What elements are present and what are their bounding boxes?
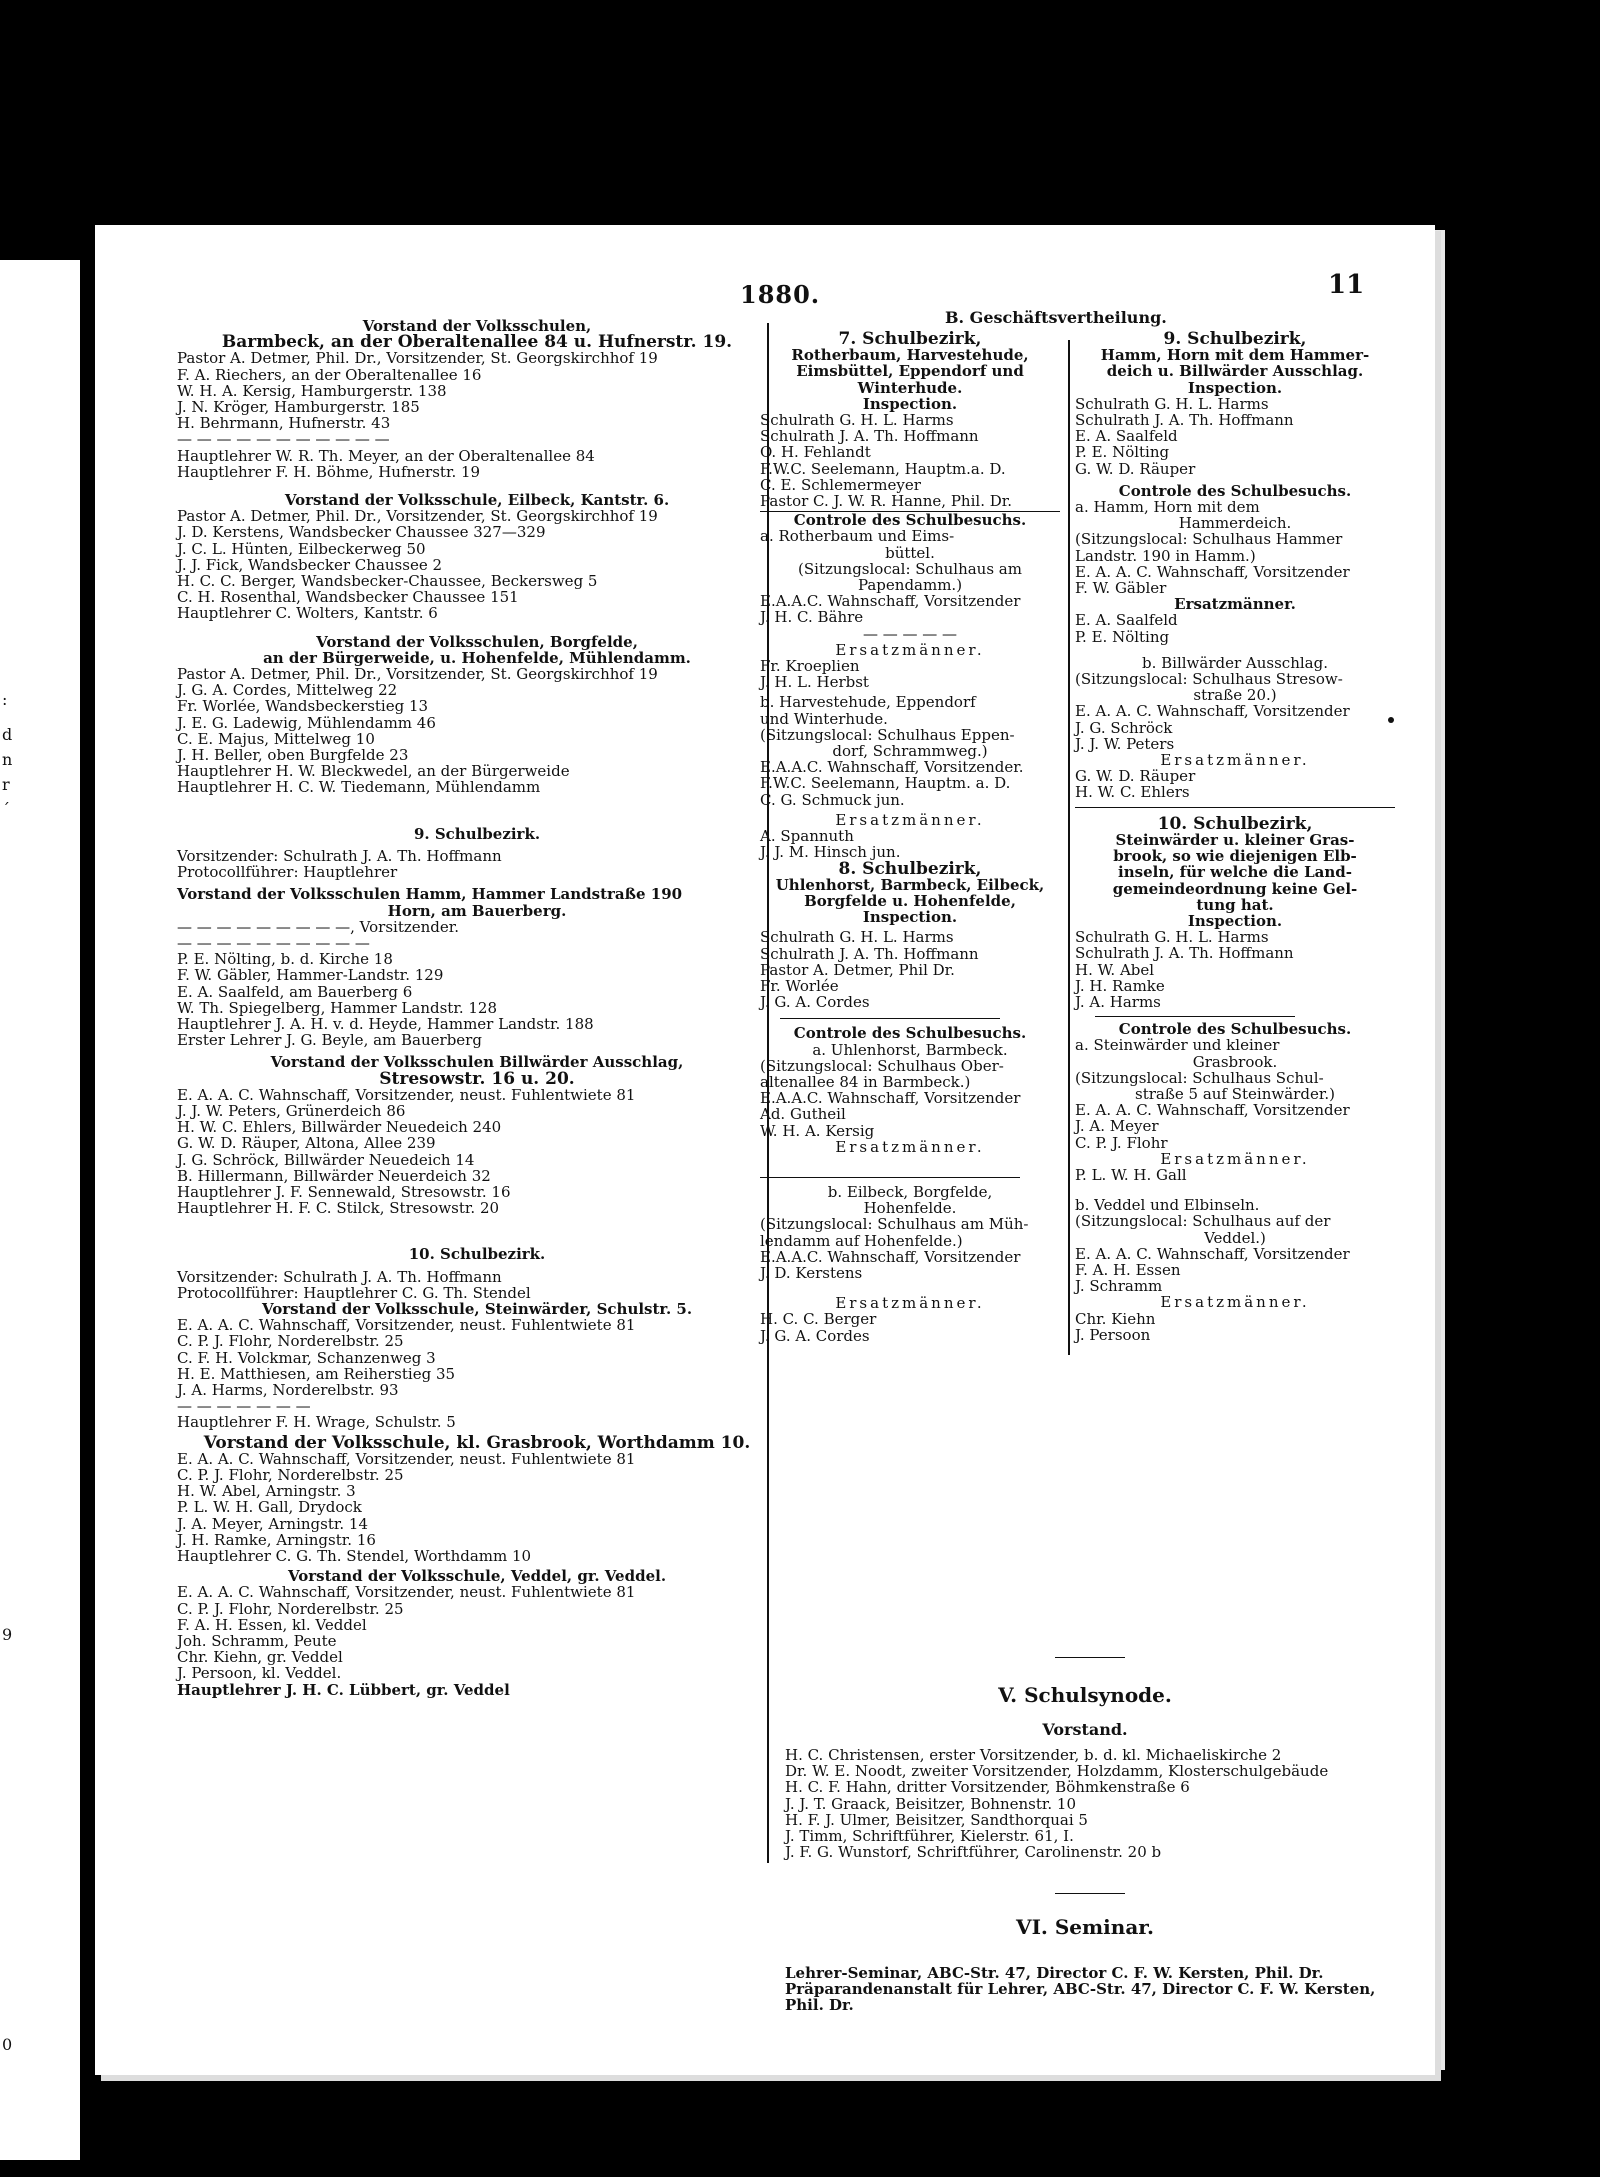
- left-column: [177, 318, 777, 1698]
- dash-line: — — — — — — —: [177, 1397, 311, 1416]
- subarea-title: a. Uhlenhorst, Barmbeck.: [812, 1040, 1008, 1059]
- member-line: J. D. Kerstens, Wandsbecker Chaussee 327—329: [177, 523, 546, 542]
- member-line: Fr. Kroeplien: [760, 657, 860, 676]
- dash-line: — — — — — — — — — — —: [177, 430, 390, 449]
- sitzungslocal: Papendamm.): [857, 576, 963, 595]
- synod-member: J. J. T. Graack, Beisitzer, Bohnenstr. 10: [785, 1794, 1077, 1813]
- member-line: J. J. W. Peters: [1075, 734, 1175, 753]
- subarea-title: Grasbrook.: [1192, 1052, 1278, 1071]
- facing-page-fragment: r: [2, 775, 10, 794]
- member-line: Chr. Kiehn, gr. Veddel: [177, 1648, 343, 1667]
- member-line: J. Schramm: [1075, 1277, 1163, 1296]
- member-line: F.W.C. Seelemann, Hauptm.a. D.: [760, 459, 1006, 478]
- sitzungslocal: Landstr. 190 in Hamm.): [1075, 546, 1256, 565]
- member-line: Schulrath J. A. Th. Hoffmann: [760, 427, 979, 446]
- chair-line: Vorsitzender: Schulrath J. A. Th. Hoffmann: [177, 1267, 502, 1286]
- sitzungslocal: (Sitzungslocal: Schulhaus Stresow-: [1075, 670, 1343, 689]
- sitzungslocal: Veddel.): [1204, 1228, 1266, 1247]
- member-line: Fr. Worlée, Wandsbeckerstieg 13: [177, 697, 429, 716]
- sitzungslocal: dorf, Schrammweg.): [832, 742, 988, 761]
- member-line: Joh. Schramm, Peute: [177, 1632, 337, 1651]
- district9-area: deich u. Billwärder Ausschlag.: [1106, 362, 1364, 381]
- member-line: E. A. Saalfeld: [1075, 611, 1178, 630]
- ersatz-heading: Ersatzmänner.: [835, 1294, 985, 1313]
- subarea-title: b. Eilbeck, Borgfelde,: [827, 1182, 993, 1201]
- member-line: J. A. Harms, Norderelbstr. 93: [177, 1380, 399, 1399]
- teacher-line: Hauptlehrer J. H. C. Lübbert, gr. Veddel: [177, 1680, 510, 1699]
- teacher-line: Hauptlehrer W. R. Th. Meyer, an der Oberaltenallee 84: [177, 446, 595, 465]
- ersatz-heading: Ersatzmänner.: [1160, 1149, 1310, 1168]
- teacher-line: Hauptlehrer J. F. Sennewald, Stresowstr. 16: [177, 1182, 511, 1201]
- subarea-title: Hohenfelde.: [863, 1199, 957, 1218]
- synod-member: J. F. G. Wunstorf, Schriftführer, Carolinenstr. 20 b: [785, 1843, 1162, 1862]
- seminar-line: Lehrer-Seminar, ABC-Str. 47, Director C. F. W. Kersten, Phil. Dr.: [785, 1964, 1324, 1982]
- district10-title: 10. Schulbezirk,: [1157, 813, 1313, 834]
- member-line: H. W. C. Ehlers: [1075, 783, 1190, 802]
- member-line: F. W. Gäbler: [1075, 579, 1167, 598]
- member-line: E. A. A. C. Wahnschaff, Vorsitzender: [1075, 1101, 1350, 1120]
- member-line: E. A. Saalfeld: [1075, 427, 1178, 446]
- member-line: Fr. Worlée: [760, 976, 839, 995]
- member-line: A. Spannuth: [760, 827, 854, 846]
- synod-member: H. C. F. Hahn, dritter Vorsitzender, Böhmkenstraße 6: [785, 1778, 1190, 1797]
- member-line: J. Persoon: [1075, 1325, 1151, 1344]
- teacher-line: Hauptlehrer H. W. Bleckwedel, an der Bürgerweide: [177, 762, 570, 781]
- sitzungslocal: (Sitzungslocal: Schulhaus am: [798, 559, 1022, 578]
- member-line: J. H. Ramke: [1075, 976, 1165, 995]
- member-line: H. W. Abel: [1075, 960, 1155, 979]
- dash-line: — — — — — — — — —, Vorsitzender.: [177, 917, 460, 936]
- section-b-title: B. Geschäftsvertheilung.: [945, 308, 1167, 327]
- member-line: J. H. Ramke, Arningstr. 16: [177, 1530, 376, 1549]
- member-line: H. Behrmann, Hufnerstr. 43: [177, 414, 391, 433]
- member-line: C. E. Majus, Mittelweg 10: [177, 729, 375, 748]
- member-line: J. J. W. Peters, Grünerdeich 86: [177, 1101, 406, 1120]
- member-line: Pastor A. Detmer, Phil Dr.: [760, 960, 955, 979]
- controle-heading: Controle des Schulbesuchs.: [793, 1024, 1027, 1043]
- dash-line: — — — — — — — — — —: [177, 933, 370, 952]
- member-line: H. C. C. Berger: [760, 1310, 877, 1329]
- sitzungslocal: (Sitzungslocal: Schulhaus am Müh-: [760, 1215, 1029, 1234]
- inspection-heading: Inspection.: [1187, 378, 1283, 397]
- teacher-line: Erster Lehrer J. G. Beyle, am Bauerberg: [177, 1031, 482, 1050]
- district9-school2-subtitle: Stresowstr. 16 u. 20.: [379, 1068, 575, 1089]
- page-edge: [1435, 230, 1445, 2070]
- controle-heading: Controle des Schulbesuchs.: [1118, 481, 1352, 500]
- section-v-vorstand: Vorstand.: [1042, 1720, 1128, 1739]
- district9-title: 9. Schulbezirk.: [413, 824, 541, 843]
- teacher-line: Hauptlehrer F. H. Wrage, Schulstr. 5: [177, 1413, 456, 1432]
- district8-area: Borgfelde u. Hohenfelde,: [804, 891, 1016, 910]
- ersatz-heading: Ersatzmänner.: [1174, 595, 1296, 614]
- member-line: C. P. J. Flohr, Norderelbstr. 25: [177, 1599, 404, 1618]
- member-line: P. L. W. H. Gall, Drydock: [177, 1498, 362, 1517]
- page-year: 1880.: [740, 280, 821, 309]
- district7-area: Rotherbaum, Harvestehude,: [791, 346, 1029, 365]
- member-line: Schulrath G. H. L. Harms: [760, 928, 954, 947]
- protocol-line: Protocollführer: Hauptlehrer: [177, 863, 398, 882]
- district10-area: inseln, für welche die Land-: [1118, 863, 1352, 882]
- section-v-title: V. Schulsynode.: [998, 1683, 1172, 1707]
- subarea-title: b. Harvestehude, Eppendorf: [760, 693, 976, 712]
- facing-page-fragment: :: [2, 690, 8, 709]
- subarea-title: a. Hamm, Horn mit dem: [1075, 498, 1260, 517]
- sitzungslocal: straße 5 auf Steinwärder.): [1135, 1084, 1335, 1103]
- district10-school1-title: Vorstand der Volksschule, Steinwärder, Schulstr. 5.: [261, 1299, 693, 1318]
- member-line: G. W. D. Räuper, Altona, Allee 239: [177, 1134, 436, 1153]
- member-line: J. N. Kröger, Hamburgerstr. 185: [177, 398, 420, 417]
- member-line: C. F. H. Volckmar, Schanzenweg 3: [177, 1348, 436, 1367]
- subarea-title: Hammerdeich.: [1178, 514, 1292, 533]
- member-line: J. D. Kerstens: [760, 1263, 863, 1282]
- dash-line: — — — — —: [862, 624, 958, 643]
- sitzungslocal: (Sitzungslocal: Schulhaus Ober-: [760, 1056, 1004, 1075]
- member-line: F. A. Riechers, an der Oberaltenallee 16: [177, 365, 482, 384]
- district9-title: 9. Schulbezirk,: [1163, 329, 1307, 349]
- member-line: E. A. A. C. Wahnschaff, Vorsitzender: [1075, 1244, 1350, 1263]
- section-rule: [1055, 1657, 1125, 1658]
- member-line: W. H. A. Kersig, Hamburgerstr. 138: [177, 381, 447, 400]
- facing-page-fragment: 9: [2, 1625, 13, 1644]
- member-line: B. Hillermann, Billwärder Neuerdeich 32: [177, 1166, 491, 1185]
- member-line: J. G. Schröck: [1075, 718, 1173, 737]
- member-line: C. P. J. Flohr: [1075, 1133, 1168, 1152]
- member-line: G. W. D. Räuper: [1075, 459, 1196, 478]
- section-rule: [1055, 1893, 1125, 1894]
- ersatz-heading: Ersatzmänner.: [1160, 1293, 1310, 1312]
- block3-title: Vorstand der Volksschulen, Borgfelde,: [316, 632, 638, 651]
- member-line: J. J. M. Hinsch jun.: [760, 843, 901, 862]
- inspection-heading: Inspection.: [1187, 911, 1283, 930]
- member-line: G. W. D. Räuper: [1075, 767, 1196, 786]
- district7-title: 7. Schulbezirk,: [838, 329, 982, 349]
- subarea-title: a. Steinwärder und kleiner: [1075, 1036, 1280, 1055]
- facing-page-fragment: d: [2, 725, 13, 744]
- member-line: C. H. Rosenthal, Wandsbecker Chaussee 151: [177, 588, 519, 607]
- document-page: [95, 225, 1435, 2075]
- member-line: J. H. C. Bähre: [760, 608, 864, 627]
- member-line: Schulrath G. H. L. Harms: [760, 411, 954, 430]
- member-line: J. E. G. Ladewig, Mühlendamm 46: [177, 713, 436, 732]
- member-line: Schulrath G. H. L. Harms: [1075, 394, 1269, 413]
- member-line: C. E. Schlemermeyer: [760, 475, 921, 494]
- member-line: J. G. A. Cordes, Mittelweg 22: [177, 681, 398, 700]
- member-line: P. E. Nölting: [1075, 627, 1170, 646]
- member-line: Schulrath J. A. Th. Hoffmann: [1075, 944, 1294, 963]
- district8-title: 8. Schulbezirk,: [838, 858, 982, 879]
- subarea-title: und Winterhude.: [760, 709, 888, 728]
- member-line: Pastor A. Detmer, Phil. Dr., Vorsitzender, St. Georgskirchhof 19: [177, 349, 658, 368]
- controle-heading: Controle des Schulbesuchs.: [760, 511, 1060, 528]
- district10-area: tung hat.: [1196, 895, 1274, 914]
- member-line: J. H. Beller, oben Burgfelde 23: [177, 746, 409, 765]
- block1-subtitle: Barmbeck, an der Oberaltenallee 84 u. Hufnerstr. 19.: [221, 332, 733, 353]
- member-line: W. Th. Spiegelberg, Hammer Landstr. 128: [177, 998, 498, 1017]
- member-line: C. P. J. Flohr, Norderelbstr. 25: [177, 1332, 404, 1351]
- member-line: J. G. Schröck, Billwärder Neuedeich 14: [177, 1150, 475, 1169]
- member-line: Schulrath J. A. Th. Hoffmann: [760, 944, 979, 963]
- subarea-title: büttel.: [885, 543, 935, 562]
- subarea-title: b. Veddel und Elbinseln.: [1075, 1196, 1260, 1215]
- member-line: J. G. A. Cordes: [760, 993, 870, 1012]
- teacher-line: Hauptlehrer J. A. H. v. d. Heyde, Hammer Landstr. 188: [177, 1014, 594, 1033]
- subarea-title: a. Rotherbaum und Eims-: [760, 527, 955, 546]
- member-line: C. P. J. Flohr, Norderelbstr. 25: [177, 1466, 404, 1484]
- district10-title: 10. Schulbezirk.: [408, 1245, 546, 1264]
- column-divider: [1068, 340, 1070, 1355]
- district7-area: Eimsbüttel, Eppendorf und: [796, 362, 1024, 381]
- member-line: E. A. A. C. Wahnschaff, Vorsitzender: [1075, 562, 1350, 581]
- district7-area: Winterhude.: [857, 378, 963, 397]
- sitzungslocal: (Sitzungslocal: Schulhaus Hammer: [1075, 530, 1343, 549]
- synod-member: J. Timm, Schriftführer, Kielerstr. 61, I.: [785, 1827, 1074, 1846]
- teacher-line: Hauptlehrer H. C. W. Tiedemann, Mühlendamm: [177, 778, 541, 797]
- member-line: E. A. A. C. Wahnschaff, Vorsitzender, neust. Fuhlentwiete 81: [177, 1316, 636, 1335]
- member-line: E.A.A.C. Wahnschaff, Vorsitzender: [760, 592, 1021, 611]
- ersatz-heading: Ersatzmänner.: [835, 640, 985, 659]
- teacher-line: Hauptlehrer H. F. C. Stilck, Stresowstr. 20: [177, 1199, 500, 1218]
- district8-area: Uhlenhorst, Barmbeck, Eilbeck,: [775, 875, 1045, 894]
- member-line: F. A. H. Essen: [1075, 1260, 1181, 1279]
- district10-school3-title: Vorstand der Volksschule, Veddel, gr. Veddel.: [287, 1567, 667, 1586]
- member-line: J. H. L. Herbst: [760, 673, 869, 692]
- district10-area: brook, so wie diejenigen Elb-: [1113, 847, 1357, 866]
- district10-school2-title: Vorstand der Volksschule, kl. Grasbrook, Worthdamm 10.: [203, 1432, 751, 1453]
- member-line: E.A.A.C. Wahnschaff, Vorsitzender: [760, 1247, 1021, 1266]
- member-line: H. C. C. Berger, Wandsbecker-Chaussee, Beckersweg 5: [177, 572, 598, 591]
- member-line: J. J. Fick, Wandsbecker Chaussee 2: [177, 555, 443, 574]
- member-line: J. A. Meyer: [1075, 1117, 1159, 1136]
- member-line: E. A. A. C. Wahnschaff, Vorsitzender: [1075, 702, 1350, 721]
- teacher-line: Hauptlehrer C. G. Th. Stendel, Worthdamm 10: [177, 1547, 532, 1566]
- teacher-line: Hauptlehrer F. H. Böhme, Hufnerstr. 19: [177, 462, 481, 481]
- facing-page-fragment: ´: [2, 800, 10, 819]
- synod-member: H. F. J. Ulmer, Beisitzer, Sandthorquai 5: [785, 1810, 1088, 1829]
- district9-school-subtitle: Horn, am Bauerberg.: [387, 901, 567, 920]
- sitzungslocal: (Sitzungslocal: Schulhaus Schul-: [1075, 1068, 1324, 1087]
- facing-page-fragment: n: [2, 750, 13, 769]
- member-line: H. W. C. Ehlers, Billwärder Neuedeich 240: [177, 1118, 502, 1137]
- facing-page-strip: [0, 260, 80, 2160]
- member-line: Pastor A. Detmer, Phil. Dr., Vorsitzender, St. Georgskirchhof 19: [177, 665, 658, 684]
- member-line: P. E. Nölting, b. d. Kirche 18: [177, 950, 393, 969]
- section-v-list: [785, 1747, 1425, 1860]
- ersatz-heading: Ersatzmänner.: [1160, 751, 1310, 770]
- protocol-line: Protocollführer: Hauptlehrer C. G. Th. Stendel: [177, 1283, 531, 1302]
- inspection-heading: Inspection.: [862, 908, 958, 927]
- sitzungslocal: (Sitzungslocal: Schulhaus Eppen-: [760, 725, 1015, 744]
- member-line: E. A. A. C. Wahnschaff, Vorsitzender, neust. Fuhlentwiete 81: [177, 1449, 636, 1468]
- member-line: F.W.C. Seelemann, Hauptm. a. D.: [760, 774, 1011, 793]
- sitzungslocal: lendamm auf Hohenfelde.): [760, 1231, 963, 1250]
- member-line: J. C. L. Hünten, Eilbeckerweg 50: [177, 539, 426, 558]
- teacher-line: Hauptlehrer C. Wolters, Kantstr. 6: [177, 604, 438, 623]
- middle-column: [760, 331, 1060, 1344]
- member-line: E. A. A. C. Wahnschaff, Vorsitzender, neust. Fuhlentwiete 81: [177, 1085, 636, 1104]
- synod-member: Dr. W. E. Noodt, zweiter Vorsitzender, Holzdamm, Klosterschulgebäude: [785, 1762, 1329, 1781]
- member-line: Schulrath G. H. L. Harms: [1075, 928, 1269, 947]
- district9-school-title: Vorstand der Volksschulen Hamm, Hammer Landstraße 190: [177, 885, 683, 904]
- section-vi-title: VI. Seminar.: [1016, 1915, 1154, 1939]
- district10-area: gemeindeordnung keine Gel-: [1112, 879, 1358, 898]
- seminar-line: Phil. Dr.: [785, 1996, 854, 2015]
- member-line: Chr. Kiehn: [1075, 1309, 1156, 1328]
- sitzungslocal: altenallee 84 in Barmbeck.): [760, 1072, 971, 1091]
- block2-title: Vorstand der Volksschule, Eilbeck, Kantstr. 6.: [284, 491, 670, 510]
- district9-school2-title: Vorstand der Volksschulen Billwärder Ausschlag,: [270, 1053, 684, 1072]
- member-line: H. E. Matthiesen, am Reiherstieg 35: [177, 1364, 456, 1383]
- member-line: O. H. Fehlandt: [760, 443, 871, 462]
- inspection-heading: Inspection.: [862, 394, 958, 413]
- member-line: J. A. Meyer, Arningstr. 14: [177, 1514, 368, 1533]
- member-line: J. Persoon, kl. Veddel.: [177, 1664, 342, 1683]
- member-line: J. A. Harms: [1075, 992, 1161, 1011]
- synod-member: H. C. Christensen, erster Vorsitzender, b. d. kl. Michaeliskirche 2: [785, 1746, 1282, 1764]
- member-line: Pastor C. J. W. R. Hanne, Phil. Dr.: [760, 492, 1013, 511]
- page-number: 11: [1328, 270, 1365, 300]
- member-line: Schulrath J. A. Th. Hoffmann: [1075, 411, 1294, 430]
- member-line: F. A. H. Essen, kl. Veddel: [177, 1615, 367, 1634]
- member-line: P. E. Nölting: [1075, 443, 1170, 462]
- subarea-title: b. Billwärder Ausschlag.: [1142, 653, 1328, 672]
- member-line: E. A. Saalfeld, am Bauerberg 6: [177, 982, 413, 1001]
- member-line: P. L. W. H. Gall: [1075, 1165, 1187, 1184]
- seminar-line: Präparandenanstalt für Lehrer, ABC-Str. 47, Director C. F. W. Kersten,: [785, 1980, 1376, 1999]
- chair-line: Vorsitzender: Schulrath J. A. Th. Hoffmann: [177, 846, 502, 865]
- district10-area: Steinwärder u. kleiner Gras-: [1115, 830, 1355, 849]
- member-line: E. A. A. C. Wahnschaff, Vorsitzender, neust. Fuhlentwiete 81: [177, 1583, 636, 1602]
- ersatz-heading: Ersatzmänner.: [835, 810, 985, 829]
- member-line: E.A.A.C. Wahnschaff, Vorsitzender.: [760, 758, 1024, 777]
- member-line: Pastor A. Detmer, Phil. Dr., Vorsitzender, St. Georgskirchhof 19: [177, 507, 658, 526]
- member-line: E.A.A.C. Wahnschaff, Vorsitzender: [760, 1089, 1021, 1108]
- sitzungslocal: (Sitzungslocal: Schulhaus auf der: [1075, 1212, 1331, 1231]
- right-column: [1075, 331, 1395, 1343]
- member-line: C. G. Schmuck jun.: [760, 790, 905, 809]
- member-line: F. W. Gäbler, Hammer-Landstr. 129: [177, 966, 444, 985]
- member-line: W. H. A. Kersig: [760, 1121, 875, 1140]
- district9-area: Hamm, Horn mit dem Hammer-: [1100, 346, 1370, 365]
- controle-heading: Controle des Schulbesuchs.: [1118, 1020, 1352, 1039]
- block3-subtitle: an der Bürgerweide, u. Hohenfelde, Mühlendamm.: [263, 648, 691, 667]
- section-vi-list: [785, 1965, 1425, 2014]
- member-line: H. W. Abel, Arningstr. 3: [177, 1482, 356, 1501]
- block1-title: Vorstand der Volksschulen,: [362, 317, 592, 335]
- facing-page-fragment: 0: [2, 2035, 13, 2054]
- member-line: Ad. Gutheil: [760, 1105, 846, 1124]
- sitzungslocal: straße 20.): [1193, 686, 1277, 705]
- member-line: J. G. A. Cordes: [760, 1326, 870, 1345]
- ersatz-heading: Ersatzmänner.: [835, 1137, 985, 1156]
